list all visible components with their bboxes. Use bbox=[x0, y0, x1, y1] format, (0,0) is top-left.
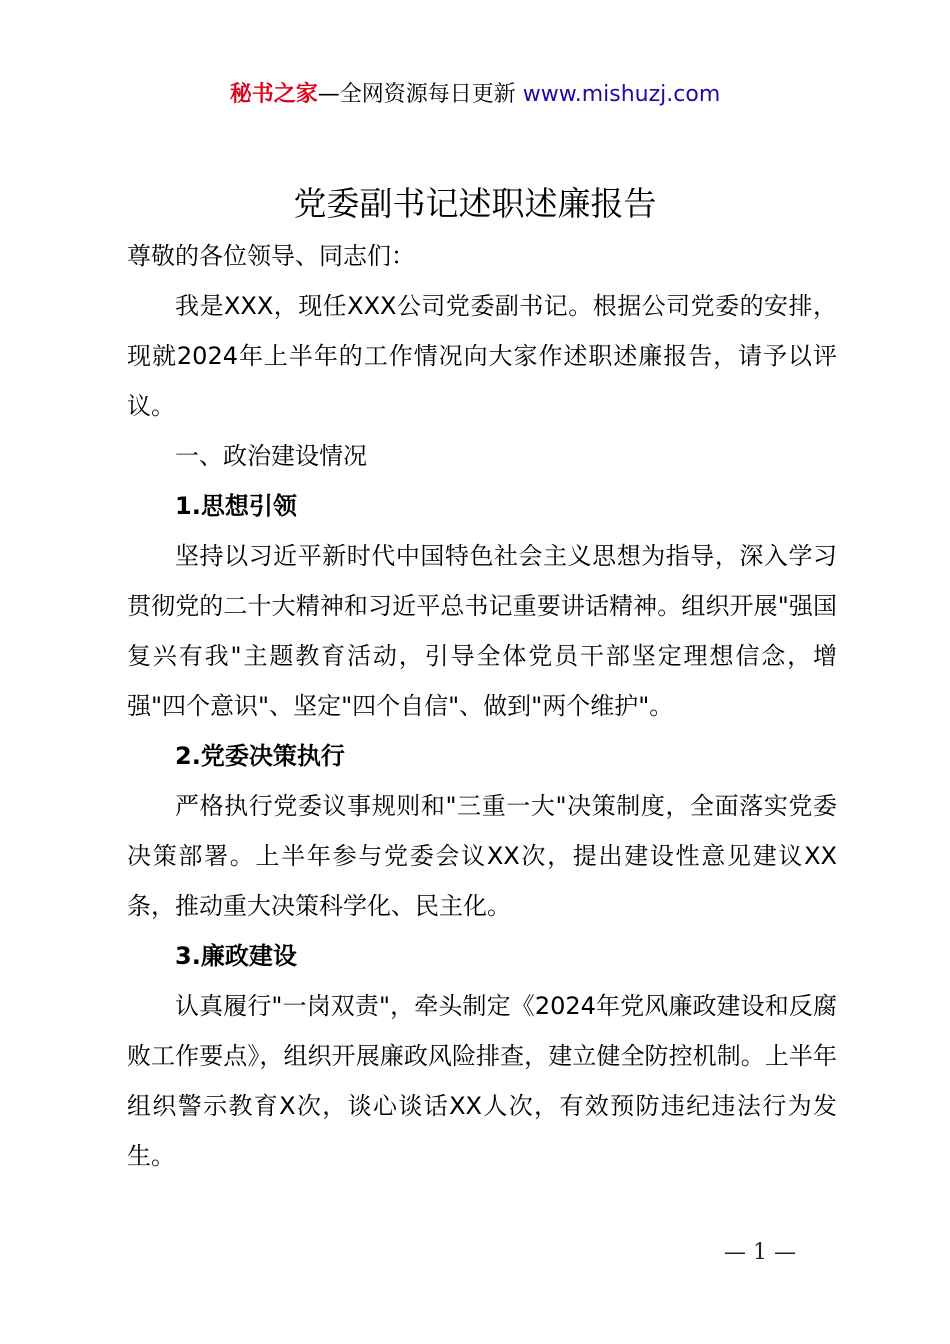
subheading-thought-leadership: 1.思想引领 bbox=[175, 492, 297, 520]
section-heading-political: 一、政治建设情况 bbox=[175, 442, 367, 470]
subheading-integrity-building: 3.廉政建设 bbox=[175, 942, 297, 970]
subheading-decision-execution: 2.党委决策执行 bbox=[175, 742, 345, 770]
header-tagline: —全网资源每日更新 bbox=[317, 82, 516, 107]
header-banner bbox=[0, 78, 950, 112]
page-number: — 1 — bbox=[724, 1240, 796, 1265]
intro-paragraph: 我是XXX，现任XXX公司党委副书记。根据公司党委的安排，现就2024年上半年的工作情况向大家作述职述廉报告，请予以评议。 bbox=[127, 292, 837, 420]
brand-name: 秘书之家 bbox=[229, 82, 318, 107]
paragraph-decision-execution: 严格执行党委议事规则和"三重一大"决策制度，全面落实党委决策部署。上半年参与党委会议XX次，提出建设性意见建议XX条，推动重大决策科学化、民主化。 bbox=[127, 792, 837, 920]
document-title: 党委副书记述职述廉报告 bbox=[293, 184, 657, 223]
paragraph-integrity-building: 认真履行"一岗双责"，牵头制定《2024年党风廉政建设和反腐败工作要点》，组织开展廉政风险排查，建立健全防控机制。上半年组织警示教育X次，谈心谈话XX人次，有效预防违纪违法行为发生。 bbox=[127, 992, 837, 1170]
salutation: 尊敬的各位领导、同志们： bbox=[127, 242, 415, 270]
paragraph-thought-leadership: 坚持以习近平新时代中国特色社会主义思想为指导，深入学习贯彻党的二十大精神和习近平总书记重要讲话精神。组织开展"强国复兴有我"主题教育活动，引导全体党员干部坚定理想信念，增强"四个意识"、坚定"四个自信"、做到"两个维护"。 bbox=[127, 542, 837, 720]
site-url-link[interactable]: www.mishuzj.com bbox=[522, 82, 721, 107]
